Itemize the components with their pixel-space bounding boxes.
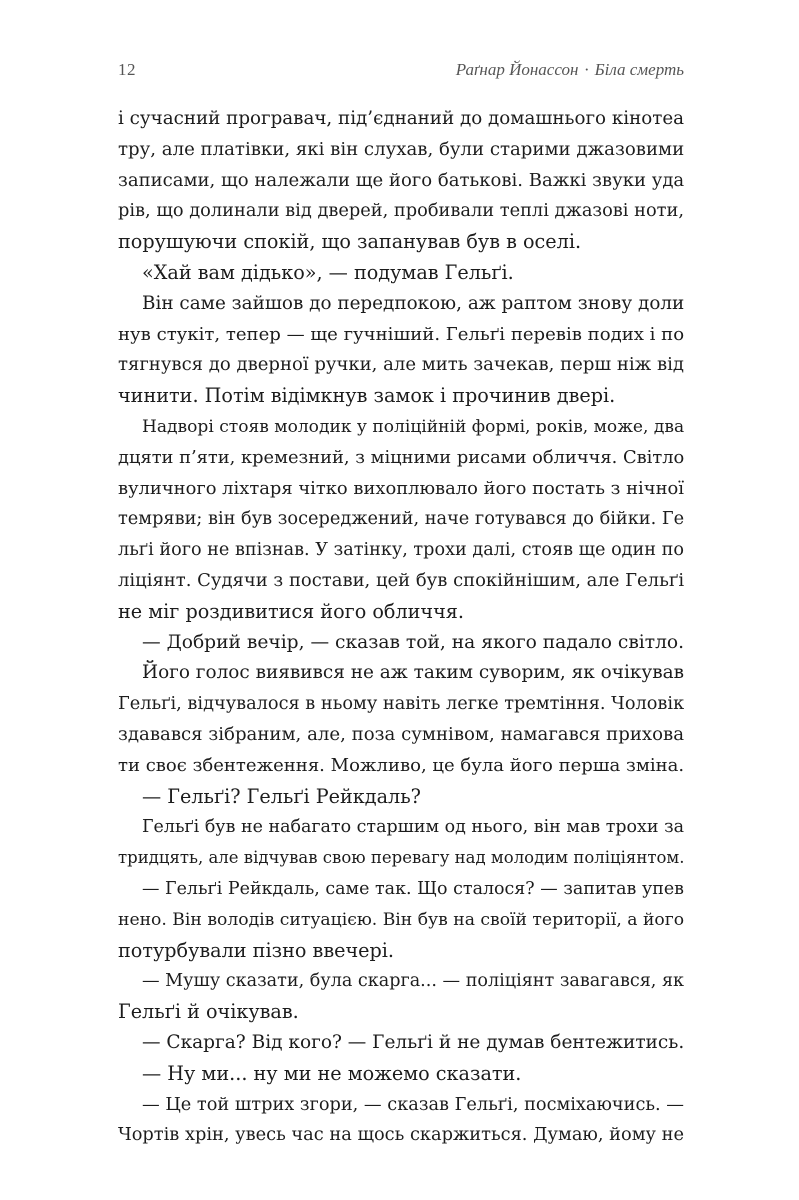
- header-separator: ·: [584, 60, 589, 79]
- text-line: не міг роздивитися його обличчя.: [118, 599, 465, 623]
- text-line: Гельґі, відчувалося в ньому навіть легке тремтіння. Чоловік: [118, 694, 685, 715]
- author-name: Раґнар Йонассон: [455, 60, 579, 79]
- text-line: Його голос виявився не аж таким суворим, як очікував: [142, 662, 684, 684]
- text-line: нено. Він володів ситуацією. Він був на своїй території, а його: [118, 909, 685, 930]
- text-line: Гельґі був не набагато старшим од нього, він мав трохи за: [142, 817, 684, 838]
- text-line: нув стукіт, тепер — ще гучніший. Гельґі перевів подих і по: [118, 323, 685, 345]
- body-text: [118, 104, 684, 1151]
- text-line: — Гельґі? Гельґі Рейкдаль?: [142, 784, 421, 808]
- text-line: Чортів хрін, увесь час на щось скаржиться. Думаю, йому не: [118, 1124, 684, 1146]
- text-line: ліціянт. Судячи з постави, цей був спокійнішим, але Гельґі: [118, 569, 685, 591]
- text-line: здавався зібраним, але, поза сумнівом, намагався прихова: [118, 723, 684, 745]
- page-number: 12: [118, 60, 136, 79]
- text-line: — Гельґі Рейкдаль, саме так. Що сталося? — запитав упев: [142, 878, 684, 899]
- page-header: [118, 60, 684, 84]
- text-line: — Мушу сказати, була скарга... — поліціянт завагався, як: [142, 971, 685, 992]
- text-line: тру, але платівки, які він слухав, були старими джазовими: [118, 138, 685, 160]
- text-line: чинити. Потім відімкнув замок і прочинив двері.: [118, 384, 616, 408]
- text-line: Він саме зайшов до передпокою, аж раптом знову доли: [142, 292, 685, 314]
- book-title: Біла смерть: [594, 60, 684, 79]
- text-line: ти своє збентеження. Можливо, це була його перша зміна.: [118, 754, 685, 776]
- text-line: — Добрий вечір, — сказав той, на якого падало світло.: [142, 631, 685, 653]
- text-line: — Ну ми... ну ми не можемо сказати.: [142, 1061, 522, 1085]
- text-line: Гельґі й очікував.: [118, 1000, 299, 1024]
- text-line: льґі його не впізнав. У затінку, трохи далі, стояв ще один по: [118, 540, 684, 561]
- text-line: темряви; він був зосереджений, наче готувався до бійки. Ге: [118, 509, 685, 530]
- text-line: тридцять, але відчував свою перевагу над молодим поліціянтом.: [118, 848, 685, 868]
- text-line: «Хай вам дідько», — подумав Гельґі.: [142, 260, 514, 284]
- text-line: порушуючи спокій, що запанував був в оселі.: [118, 230, 582, 254]
- text-line: і сучасний програвач, під’єднаний до домашнього кінотеа: [118, 108, 685, 129]
- text-line: — Скарга? Від кого? — Гельґі й не думав бентежитись.: [142, 1031, 685, 1053]
- text-line: Надворі стояв молодик у поліційній формі, років, може, два: [142, 416, 685, 437]
- text-line: потурбували пізно ввечері.: [118, 938, 395, 962]
- text-line: — Це той штрих згори, — сказав Гельґі, посміхаючись. —: [142, 1094, 684, 1115]
- running-head: [456, 60, 684, 80]
- text-line: вуличного ліхтаря чітко вихоплювало його постать з нічної: [118, 477, 684, 499]
- text-line: дцяти п’яти, кремезний, з міцними рисами обличчя. Світло: [118, 446, 685, 468]
- text-line: записами, що належали ще його батькові. Важкі звуки уда: [118, 169, 685, 191]
- text-line: рів, що долинали від дверей, пробивали теплі джазові ноти,: [118, 200, 684, 222]
- text-line: тягнувся до дверної ручки, але мить зачекав, перш ніж від: [118, 354, 684, 376]
